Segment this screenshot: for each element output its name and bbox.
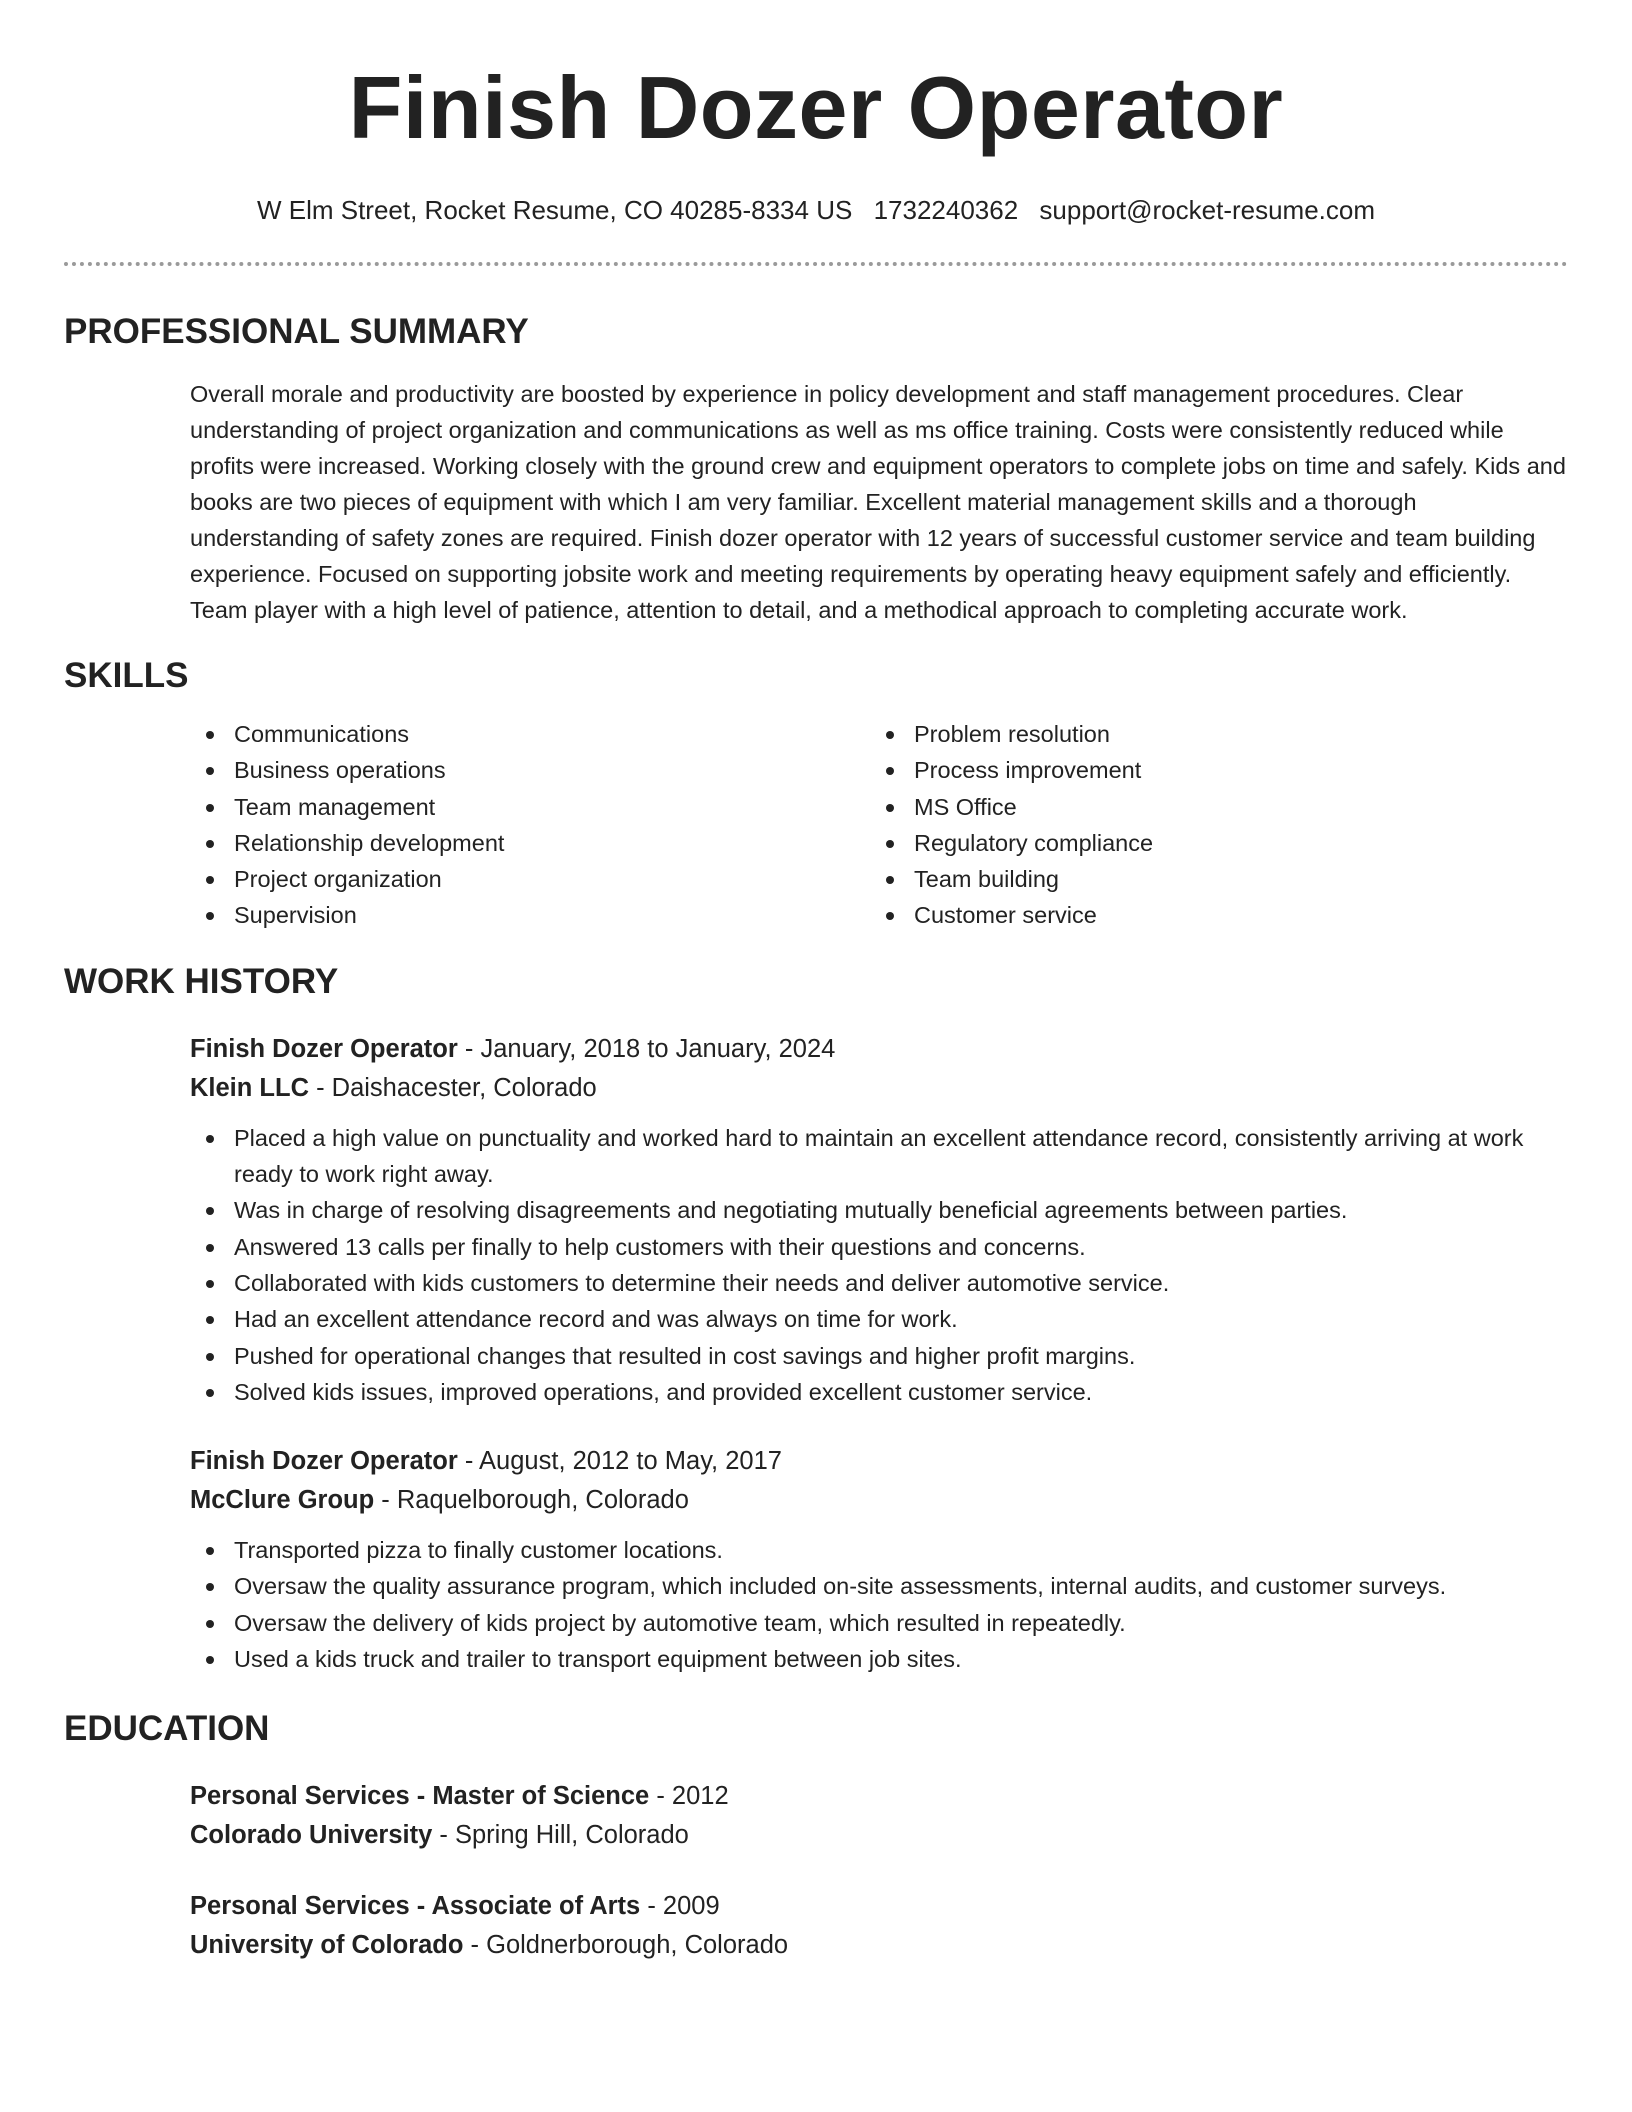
list-item: Used a kids truck and trailer to transport equipment between job sites. bbox=[190, 1641, 1568, 1677]
job-bullets bbox=[190, 1120, 1568, 1410]
education-degree-line bbox=[190, 1887, 1568, 1926]
resume-name: Finish Dozer Operator bbox=[348, 58, 1284, 157]
education-degree-line bbox=[190, 1777, 1568, 1816]
list-item: Pushed for operational changes that resulted in cost savings and higher profit margins. bbox=[190, 1338, 1568, 1374]
skill-item: Relationship development bbox=[190, 825, 870, 861]
skill-item: Customer service bbox=[870, 897, 1550, 933]
job-title-line bbox=[190, 1442, 1568, 1481]
education-location: - Goldnerborough, Colorado bbox=[463, 1931, 789, 1960]
work-history-heading: WORK HISTORY bbox=[64, 961, 339, 1001]
list-item: Oversaw the delivery of kids project by automotive team, which resulted in repeatedly. bbox=[190, 1605, 1568, 1641]
job-dates: - January, 2018 to January, 2024 bbox=[457, 1034, 836, 1063]
skills-column-right bbox=[870, 716, 1550, 934]
job-title-line bbox=[190, 1030, 1568, 1069]
job-company: McClure Group bbox=[190, 1486, 375, 1515]
job-role: Finish Dozer Operator bbox=[190, 1447, 458, 1476]
list-item: Answered 13 calls per finally to help customers with their questions and concerns. bbox=[190, 1229, 1568, 1265]
contact-email: support@rocket-resume.com bbox=[1039, 195, 1376, 225]
contact-phone: 1732240362 bbox=[873, 195, 1019, 225]
list-item: Had an excellent attendance record and was always on time for work. bbox=[190, 1301, 1568, 1337]
skill-item: Team building bbox=[870, 861, 1550, 897]
skill-item: Problem resolution bbox=[870, 716, 1550, 752]
summary-heading: PROFESSIONAL SUMMARY bbox=[64, 312, 529, 351]
job-company: Klein LLC bbox=[190, 1073, 309, 1102]
list-item: Oversaw the quality assurance program, which included on-site assessments, internal audits, and customer surveys. bbox=[190, 1568, 1568, 1604]
job-entry bbox=[64, 1442, 1568, 1677]
job-bullets bbox=[190, 1532, 1568, 1677]
skill-item: Team management bbox=[190, 789, 870, 825]
skills-heading: SKILLS bbox=[64, 656, 189, 695]
skill-item: Regulatory compliance bbox=[870, 825, 1550, 861]
education-degree: Personal Services - Associate of Arts bbox=[190, 1892, 641, 1921]
education-year: - 2009 bbox=[640, 1892, 720, 1921]
education-entry bbox=[64, 1887, 1568, 1965]
list-item: Solved kids issues, improved operations, and provided excellent customer service. bbox=[190, 1374, 1568, 1410]
job-company-line bbox=[190, 1481, 1568, 1520]
list-item: Collaborated with kids customers to determine their needs and deliver automotive service. bbox=[190, 1265, 1568, 1301]
education-heading: EDUCATION bbox=[64, 1709, 270, 1749]
skill-item: Communications bbox=[190, 716, 870, 752]
skill-item: Process improvement bbox=[870, 752, 1550, 788]
education-location: - Spring Hill, Colorado bbox=[432, 1821, 689, 1850]
education-entry bbox=[64, 1777, 1568, 1855]
job-entry bbox=[64, 1030, 1568, 1410]
education-school: Colorado University bbox=[190, 1821, 433, 1850]
job-role: Finish Dozer Operator bbox=[190, 1034, 458, 1063]
header-divider bbox=[64, 262, 1568, 266]
education-year: - 2012 bbox=[649, 1782, 729, 1811]
skill-item: Business operations bbox=[190, 752, 870, 788]
skill-item: Project organization bbox=[190, 861, 870, 897]
job-dates: - August, 2012 to May, 2017 bbox=[457, 1447, 782, 1476]
education-school: University of Colorado bbox=[190, 1931, 464, 1960]
skill-item: MS Office bbox=[870, 789, 1550, 825]
list-item: Placed a high value on punctuality and worked hard to maintain an excellent attendance record, consistently arriving at work ready to work right away. bbox=[190, 1120, 1568, 1193]
list-item: Transported pizza to finally customer locations. bbox=[190, 1532, 1568, 1568]
education-school-line bbox=[190, 1816, 1568, 1855]
contact-line bbox=[64, 194, 1568, 226]
education-school-line bbox=[190, 1926, 1568, 1965]
job-location: - Raquelborough, Colorado bbox=[374, 1486, 689, 1515]
job-location: - Daishacester, Colorado bbox=[309, 1073, 597, 1102]
job-company-line bbox=[190, 1069, 1568, 1108]
education-degree: Personal Services - Master of Science bbox=[190, 1782, 650, 1811]
list-item: Was in charge of resolving disagreements and negotiating mutually beneficial agreements between parties. bbox=[190, 1192, 1568, 1228]
contact-address: W Elm Street, Rocket Resume, CO 40285-8334 US bbox=[256, 195, 853, 225]
skills-list bbox=[64, 716, 1568, 934]
skill-item: Supervision bbox=[190, 897, 870, 933]
summary-text: Overall morale and productivity are boosted by experience in policy development and staff management procedures. Clear understanding of project organization and communications as well as ms office training. Costs were consistently reduced while profits were increased. Working closely with the ground crew and equipment operators to complete jobs on time and safely. Kids and books are two pieces of equipment with which I am very familiar. Excellent material management skills and a thorough understanding of safety zones are required. Finish dozer operator with 12 years of successful customer service and team building experience. Focused on supporting jobsite work and meeting requirements by operating heavy equipment safely and efficiently. Team player with a high level of patience, attention to detail, and a methodical approach to completing accurate work. bbox=[190, 381, 1566, 623]
skills-column-left bbox=[190, 716, 870, 934]
